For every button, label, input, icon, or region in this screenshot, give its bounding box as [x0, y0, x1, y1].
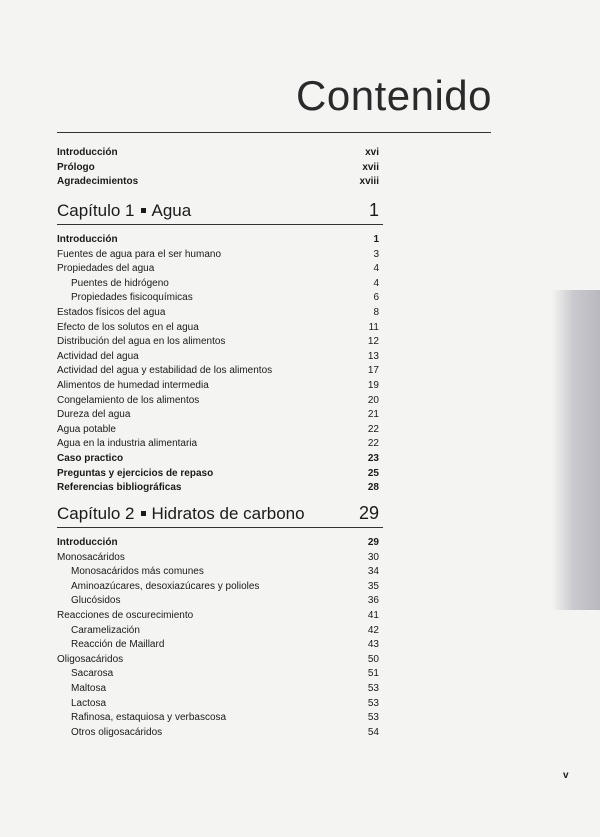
toc-entry-label: Reacciones de oscurecimiento [57, 609, 194, 621]
toc-entry-page: 4 [373, 263, 379, 275]
toc-entry [57, 594, 379, 609]
toc-entry-page: 53 [367, 697, 379, 709]
front-matter-list [57, 146, 379, 190]
toc-entry [57, 580, 379, 595]
toc-entry-page: 22 [367, 438, 379, 450]
toc-entry [57, 638, 379, 653]
page-number: v [563, 770, 569, 781]
chapter-1-title: Agua [151, 201, 192, 220]
toc-entry [57, 423, 379, 438]
toc-entry-page: 6 [373, 292, 379, 304]
toc-entry-label: Caso practico [57, 452, 124, 464]
toc-entry-label: Propiedades del agua [57, 263, 155, 275]
toc-entry [57, 146, 379, 161]
toc-entry-label: Oligosacáridos [57, 653, 124, 665]
toc-entry-page: xvi [365, 147, 379, 158]
chapter-2-page: 29 [358, 503, 379, 523]
toc-entry-label: Introducción [57, 537, 118, 548]
toc-entry [57, 711, 379, 726]
toc-entry-page: xvii [362, 161, 379, 173]
toc-entry [57, 565, 379, 580]
toc-entry [57, 161, 379, 176]
toc-entry-page: 12 [367, 336, 379, 348]
toc-entry [57, 321, 379, 336]
toc-entry-page: 36 [367, 595, 379, 607]
toc-entry [57, 291, 379, 306]
toc-entry-label: Estados físicos del agua [57, 306, 166, 318]
toc-entry-label: Agradecimientos [57, 176, 139, 188]
bullet-square-icon [141, 511, 146, 516]
toc-entry-label: Reacción de Maillard [71, 639, 165, 651]
toc-entry-page: 53 [367, 712, 379, 724]
toc-entry [57, 609, 379, 624]
toc-entry-label: Actividad del agua y estabilidad de los alimentos [57, 365, 273, 377]
toc-entry-page: 21 [367, 409, 379, 421]
toc-entry-label: Sacarosa [71, 668, 114, 680]
toc-entry [57, 653, 379, 668]
toc-entry [57, 379, 379, 394]
toc-entry [57, 624, 379, 639]
toc-entry-page: 20 [367, 394, 379, 406]
toc-entry [57, 262, 379, 277]
toc-entry-page: 3 [373, 248, 379, 260]
toc-entry-page: 1 [373, 234, 379, 245]
chapter-1-page: 1 [368, 200, 379, 220]
chapter-2-entries [57, 536, 379, 740]
chapter-1-entries [57, 233, 379, 496]
page-gutter-shadow [552, 290, 600, 610]
toc-entry-label: Glucósidos [71, 595, 121, 607]
toc-entry-page: 41 [367, 609, 379, 621]
toc-entry [57, 467, 379, 482]
toc-entry-page: 35 [367, 580, 379, 592]
toc-entry-label: Distribución del agua en los alimentos [57, 336, 226, 348]
toc-entry [57, 394, 379, 409]
chapter-1-heading [57, 200, 379, 221]
toc-entry-label: Propiedades fisicoquímicas [71, 292, 193, 304]
title-rule [57, 132, 491, 133]
toc-entry-page: 17 [367, 365, 379, 377]
toc-entry-page: xviii [359, 176, 379, 188]
toc-entry-page: 50 [367, 653, 379, 665]
toc-entry-label: Dureza del agua [57, 409, 131, 421]
toc-entry-page: 11 [368, 321, 379, 333]
toc-entry-page: 53 [367, 682, 379, 694]
chapter-1-number: Capítulo 1 [57, 201, 135, 220]
toc-entry [57, 536, 379, 551]
toc-entry-page: 29 [367, 537, 379, 548]
toc-entry [57, 697, 379, 712]
chapter-1-rule [57, 224, 383, 225]
toc-entry [57, 667, 379, 682]
toc-entry-label: Congelamiento de los alimentos [57, 394, 200, 406]
toc-entry-page: 25 [367, 467, 379, 479]
toc-entry [57, 364, 379, 379]
toc-entry-label: Alimentos de humedad intermedia [57, 379, 209, 391]
toc-entry [57, 306, 379, 321]
toc-entry-page: 30 [367, 551, 379, 563]
toc-entry-page: 13 [367, 350, 379, 362]
toc-entry [57, 452, 379, 467]
toc-entry-label: Actividad del agua [57, 350, 139, 362]
toc-entry-label: Caramelización [71, 624, 140, 636]
chapter-2-rule [57, 527, 383, 528]
chapter-2-number: Capítulo 2 [57, 504, 135, 523]
toc-entry-label: Preguntas y ejercicios de repaso [57, 467, 214, 479]
toc-entry-label: Efecto de los solutos en el agua [57, 321, 199, 333]
toc-entry-label: Puentes de hidrógeno [71, 277, 169, 289]
toc-entry-page: 23 [367, 452, 379, 464]
toc-entry-label: Aminoazúcares, desoxiazúcares y polioles [71, 580, 260, 592]
page-title: Contenido [296, 72, 492, 119]
toc-entry-label: Prólogo [57, 161, 95, 173]
toc-entry-label: Introducción [57, 147, 118, 158]
toc-entry [57, 335, 379, 350]
toc-entry [57, 233, 379, 248]
toc-entry-label: Maltosa [71, 682, 107, 694]
toc-entry-page: 42 [367, 624, 379, 636]
toc-entry [57, 437, 379, 452]
toc-entry [57, 481, 379, 496]
toc-entry [57, 408, 379, 423]
toc-entry [57, 248, 379, 263]
toc-entry [57, 277, 379, 292]
chapter-2-title: Hidratos de carbono [151, 504, 305, 523]
toc-entry-label: Referencias bibliográficas [57, 482, 182, 494]
chapter-2-heading [57, 503, 379, 524]
toc-entry [57, 175, 379, 190]
toc-entry-label: Lactosa [71, 697, 107, 709]
toc-entry-page: 4 [373, 277, 379, 289]
toc-entry-page: 34 [367, 566, 379, 578]
toc-entry-label: Agua en la industria alimentaria [57, 438, 198, 450]
toc-entry [57, 682, 379, 697]
toc-entry-page: 28 [367, 482, 379, 494]
toc-entry-label: Fuentes de agua para el ser humano [57, 248, 221, 260]
toc-entry-label: Otros oligosacáridos [71, 726, 163, 738]
toc-entry-label: Introducción [57, 234, 118, 245]
toc-entry [57, 726, 379, 741]
toc-entry-label: Monosacáridos [57, 551, 125, 563]
toc-entry-label: Rafinosa, estaquiosa y verbascosa [71, 712, 227, 724]
toc-entry-label: Monosacáridos más comunes [71, 566, 204, 578]
toc-entry-page: 8 [373, 306, 379, 318]
toc-entry-page: 54 [367, 726, 379, 738]
toc-entry [57, 551, 379, 566]
toc-entry-page: 43 [367, 639, 379, 651]
toc-entry-page: 19 [367, 379, 379, 391]
toc-entry-page: 51 [367, 668, 379, 680]
toc-entry-page: 22 [367, 423, 379, 435]
toc-entry [57, 350, 379, 365]
toc-entry-label: Agua potable [57, 423, 116, 435]
bullet-square-icon [141, 208, 146, 213]
